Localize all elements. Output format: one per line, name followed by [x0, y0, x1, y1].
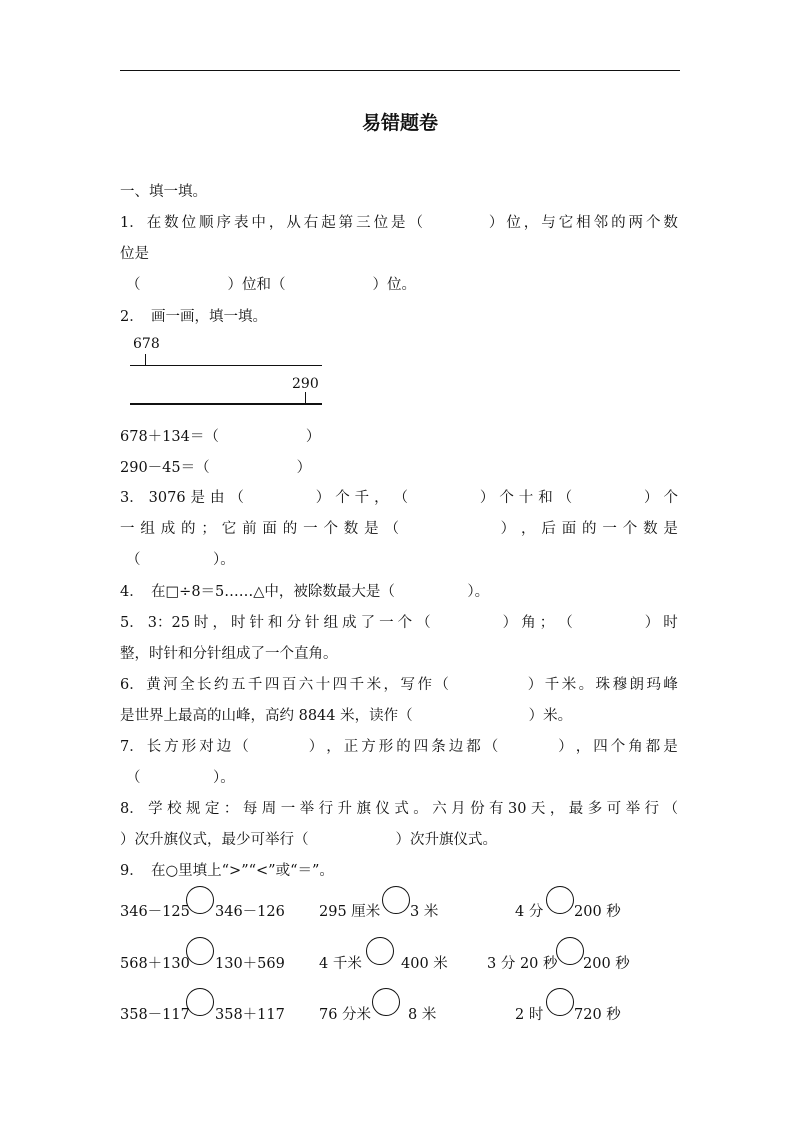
q5-c10: 成	[342, 615, 357, 631]
q3b-c11: 数	[343, 521, 359, 537]
q6-c27: 玛	[646, 677, 661, 693]
q6-c9: 百	[281, 677, 297, 693]
q1-c1: 在	[146, 215, 162, 231]
q6-c6: 五	[230, 677, 246, 693]
compare-left: 76 分米	[319, 1007, 372, 1023]
question-1-line-1	[120, 213, 678, 233]
equation-1: 678＋134＝（ ）	[120, 429, 321, 445]
q1-c28: 数	[663, 215, 678, 231]
answer-blank[interactable]	[451, 675, 525, 695]
q5-c2: 时	[193, 615, 209, 631]
q1-c0: 1．	[120, 215, 144, 231]
q7-c15: 条	[431, 739, 446, 755]
q1-c18: ）	[488, 215, 504, 231]
q8-c11: 升	[337, 801, 353, 817]
q8-c3: 规	[186, 801, 201, 817]
q5-c16: ）	[502, 615, 518, 631]
answer-blank[interactable]	[249, 488, 311, 508]
q7-c4: 对	[199, 739, 214, 755]
q3b-c10: 个	[323, 521, 338, 537]
q5-c9: 组	[323, 615, 339, 631]
q5-c13: 个	[397, 615, 413, 631]
q8-c22: ，	[549, 801, 565, 817]
q3b-c1: 组	[140, 521, 155, 537]
q3-c1: 3076	[148, 490, 186, 506]
q1-c19: 位	[506, 215, 521, 231]
q6-c25: 穆	[612, 677, 628, 693]
compare-circle[interactable]	[366, 937, 394, 965]
question-5-line-2: 整，时针和分针组成了一个直角。	[120, 646, 338, 662]
q1-c15: 是	[391, 215, 406, 231]
q8-c21: 天	[530, 801, 546, 817]
q3b-c22: 数	[643, 521, 658, 537]
q3b-c2: 成	[160, 521, 176, 537]
q8-c7: 周	[261, 801, 277, 817]
q3-c6: ）	[315, 490, 331, 506]
q1-c27: 个	[645, 215, 661, 231]
q8-c28: （	[663, 801, 678, 817]
q3b-c12: 是	[364, 521, 379, 537]
compare-circle[interactable]	[556, 937, 584, 965]
q8-c14: 式	[394, 801, 409, 817]
q8-c5: ：	[223, 801, 239, 817]
q7-c21: ，	[575, 739, 591, 755]
number-line-2	[130, 403, 322, 405]
q3b-c0: 一	[120, 521, 135, 537]
question-7-line-1	[120, 737, 678, 757]
q6-c5: 约	[214, 677, 229, 693]
q7-c11: 方	[361, 739, 376, 755]
compare-circle[interactable]	[372, 988, 400, 1016]
q8-c8: 一	[280, 801, 296, 817]
number-line-1	[130, 365, 322, 366]
q6-c22: 米	[561, 677, 577, 693]
q3b-c7: 面	[262, 521, 277, 537]
q8-c18: 份	[470, 801, 485, 817]
q3-c16: （	[557, 490, 573, 506]
compare-right: 358＋117	[215, 1007, 285, 1023]
section-heading: 一、填一填。	[120, 184, 207, 200]
answer-blank[interactable]	[577, 613, 641, 633]
q3-c4: （	[229, 490, 244, 506]
compare-circle[interactable]	[186, 988, 214, 1016]
q8-c12: 旗	[356, 801, 371, 817]
q5-c12: 一	[379, 615, 394, 631]
q1-c7: 中	[251, 215, 266, 231]
compare-circle[interactable]	[546, 886, 574, 914]
q6-c7: 千	[247, 677, 263, 693]
answer-blank[interactable]	[577, 488, 639, 508]
compare-circle[interactable]	[186, 937, 214, 965]
q1-c16: （	[408, 215, 423, 231]
q8-c16: 六	[432, 801, 447, 817]
q3b-c8: 的	[282, 521, 298, 537]
q5-c17: 角	[521, 615, 536, 631]
compare-left: 4 千米	[319, 956, 362, 972]
equation-2: 290－45＝（ ）	[120, 460, 312, 476]
question-3-line-1	[120, 488, 678, 508]
q7-c13: 的	[396, 739, 411, 755]
q1-c4: 顺	[199, 215, 214, 231]
question-8-line-2: ）次升旗仪式，最少可举行（ ）次升旗仪式。	[120, 832, 497, 848]
q7-c12: 形	[378, 739, 394, 755]
q1-c6: 表	[233, 215, 249, 231]
q7-c22: 四	[593, 739, 608, 755]
q3b-c9: 一	[303, 521, 318, 537]
compare-left: 2 时	[515, 1007, 544, 1023]
q3-c2: 是	[190, 490, 206, 506]
q1-c5: 序	[216, 215, 231, 231]
q1-c20: ，	[523, 215, 539, 231]
question-2-text: 2． 画一画，填一填。	[120, 309, 267, 325]
top-rule	[120, 70, 680, 71]
q7-c8: ）	[308, 739, 324, 755]
compare-right: 400 米	[401, 956, 448, 972]
q7-c23: 个	[610, 739, 626, 755]
number-label-678: 678	[133, 336, 160, 352]
answer-blank[interactable]	[435, 613, 499, 633]
q8-c17: 月	[451, 801, 466, 817]
q8-c0: 8．	[120, 801, 144, 817]
q8-c6: 每	[242, 801, 258, 817]
q1-c9: 从	[286, 215, 301, 231]
q3b-c20: 一	[602, 521, 617, 537]
q6-c14: 米	[366, 677, 382, 693]
q7-c14: 四	[413, 739, 429, 755]
compare-left: 346－125	[120, 904, 190, 920]
q3-c8: 千	[354, 490, 370, 506]
q5-c7: 分	[286, 615, 302, 631]
q6-c11: 十	[315, 677, 331, 693]
q7-c9: ，	[326, 739, 341, 755]
q5-c14: （	[416, 615, 431, 631]
q7-c26: 是	[663, 739, 678, 755]
q7-c20: ）	[558, 739, 573, 755]
q8-c26: 举	[625, 801, 641, 817]
compare-circle[interactable]	[186, 886, 214, 914]
question-4-text: 4． 在□÷8＝5……△中，被除数最大是（ ）。	[120, 584, 490, 600]
q3-c10: （	[393, 490, 409, 506]
q7-c16: 边	[448, 739, 464, 755]
q1-c22: 它	[558, 215, 574, 231]
q8-c13: 仪	[375, 801, 390, 817]
q7-c0: 7．	[120, 739, 144, 755]
q1-c26: 两	[628, 215, 644, 231]
q3b-c15: ）	[500, 521, 516, 537]
compare-right: 200 秒	[583, 956, 630, 972]
q7-c6: （	[234, 739, 249, 755]
q8-c4: 定	[204, 801, 220, 817]
q5-c5: 针	[249, 615, 264, 631]
q6-c1: 黄	[146, 677, 161, 693]
question-6-line-1	[120, 675, 678, 695]
q6-c13: 千	[349, 677, 365, 693]
q3b-c17: 后	[541, 521, 556, 537]
q7-c2: 方	[164, 739, 179, 755]
q6-c4: 长	[197, 677, 212, 693]
question-5-line-1	[120, 613, 678, 633]
q8-c2: 校	[167, 801, 182, 817]
tick-mark-1	[145, 354, 146, 366]
question-8-line-1	[120, 799, 678, 819]
q3b-c16: ，	[521, 521, 536, 537]
q3b-c4: ；	[201, 521, 216, 537]
q8-c15: 。	[413, 801, 428, 817]
q3b-c21: 个	[622, 521, 638, 537]
q8-c24: 多	[587, 801, 603, 817]
q5-c6: 和	[268, 615, 283, 631]
q8-c19: 有	[489, 801, 504, 817]
q1-c10: 右	[303, 215, 319, 231]
tick-mark-2	[305, 392, 306, 404]
question-3-line-3: （ ）。	[126, 552, 235, 568]
q6-c10: 六	[298, 677, 314, 693]
q5-c8: 针	[305, 615, 320, 631]
answer-blank[interactable]	[426, 213, 486, 233]
compare-left: 358－117	[120, 1007, 190, 1023]
q6-c12: 四	[332, 677, 348, 693]
q3-c7: 个	[335, 490, 350, 506]
q7-c17: 都	[466, 739, 481, 755]
q1-c23: 相	[576, 215, 591, 231]
q1-c25: 的	[611, 215, 626, 231]
answer-blank[interactable]	[413, 488, 475, 508]
q3-c9: ，	[374, 490, 389, 506]
q6-c17: 作	[417, 677, 432, 693]
answer-blank[interactable]	[501, 737, 555, 757]
q8-c25: 可	[606, 801, 622, 817]
q3-c12: ）	[479, 490, 495, 506]
q7-c10: 正	[343, 739, 359, 755]
q7-c1: 长	[146, 739, 162, 755]
q7-c24: 角	[628, 739, 643, 755]
q6-c28: 峰	[663, 677, 678, 693]
q6-c2: 河	[163, 677, 178, 693]
question-7-line-2: （ ）。	[126, 770, 235, 786]
q3-c3: 由	[209, 490, 225, 506]
q3b-c6: 前	[242, 521, 257, 537]
q3b-c3: 的	[181, 521, 196, 537]
q1-c14: 位	[373, 215, 389, 231]
compare-right: 3 米	[410, 904, 439, 920]
q3b-c5: 它	[221, 521, 237, 537]
q3b-c23: 是	[663, 521, 678, 537]
q1-c13: 三	[356, 215, 371, 231]
q3-c14: 十	[518, 490, 534, 506]
q8-c1: 学	[148, 801, 163, 817]
q3-c19: 个	[663, 490, 678, 506]
q5-c19: （	[558, 615, 573, 631]
q7-c25: 都	[645, 739, 661, 755]
q1-c24: 邻	[593, 215, 609, 231]
q5-c18: ；	[539, 615, 555, 631]
q3b-c19: 的	[582, 521, 597, 537]
q6-c21: 千	[544, 677, 560, 693]
q3-c13: 个	[499, 490, 514, 506]
q3-c0: 3．	[120, 490, 144, 506]
q1-c2: 数	[164, 215, 179, 231]
q1-c12: 第	[338, 215, 354, 231]
compare-right: 346－126	[215, 904, 285, 920]
q6-c23: 。	[578, 677, 594, 693]
question-9-text: 9． 在○里填上“>”“<”或“＝”。	[120, 863, 334, 879]
q6-c8: 四	[264, 677, 280, 693]
q1-c11: 起	[321, 215, 336, 231]
q6-c0: 6．	[120, 677, 144, 693]
q5-c0: 5．	[120, 615, 144, 631]
q5-c11: 了	[360, 615, 376, 631]
q5-c21: ）	[644, 615, 660, 631]
compare-right: 200 秒	[574, 904, 621, 920]
q1-c21: 与	[541, 215, 556, 231]
q8-c9: 举	[299, 801, 315, 817]
q6-c16: 写	[400, 677, 415, 693]
q6-c20: ）	[527, 677, 543, 693]
compare-right: 8 米	[408, 1007, 437, 1023]
answer-blank[interactable]	[405, 519, 495, 539]
compare-left: 4 分	[515, 904, 544, 920]
q6-c15: ，	[383, 677, 399, 693]
question-1-line-3: （ ）位和（ ）位。	[126, 277, 416, 293]
compare-circle[interactable]	[546, 988, 574, 1016]
compare-right: 720 秒	[574, 1007, 621, 1023]
q1-c8: ，	[268, 215, 284, 231]
compare-left: 3 分 20 秒	[487, 956, 558, 972]
question-6-line-2: 是世界上最高的山峰，高约 8844 米，读作（ ）米。	[120, 708, 573, 724]
q6-c3: 全	[180, 677, 195, 693]
question-3-line-2	[120, 519, 678, 539]
number-label-290: 290	[292, 376, 319, 392]
q5-c4: 时	[230, 615, 246, 631]
q3b-c13: （	[384, 521, 399, 537]
q3b-c18: 面	[561, 521, 577, 537]
q7-c18: （	[483, 739, 499, 755]
q8-c10: 行	[318, 801, 334, 817]
q5-c22: 时	[663, 615, 678, 631]
q5-c3: ，	[212, 615, 227, 631]
q7-c3: 形	[181, 739, 197, 755]
q3-c18: ）	[644, 490, 659, 506]
q8-c23: 最	[568, 801, 584, 817]
q6-c26: 朗	[629, 677, 645, 693]
q3-c15: 和	[538, 490, 553, 506]
q5-c1: 3：25	[147, 615, 190, 631]
answer-blank[interactable]	[252, 737, 306, 757]
q7-c5: 边	[216, 739, 232, 755]
compare-left: 295 厘米	[319, 904, 381, 920]
q6-c18: （	[434, 677, 449, 693]
q6-c24: 珠	[595, 677, 611, 693]
compare-left: 568＋130	[120, 956, 190, 972]
compare-circle[interactable]	[382, 886, 410, 914]
q8-c27: 行	[644, 801, 659, 817]
page-title: 易错题卷	[361, 112, 438, 134]
compare-right: 130＋569	[215, 956, 285, 972]
question-1-line-2: 位是	[120, 246, 149, 262]
q1-c3: 位	[181, 215, 197, 231]
q8-c20: 30	[507, 801, 527, 817]
